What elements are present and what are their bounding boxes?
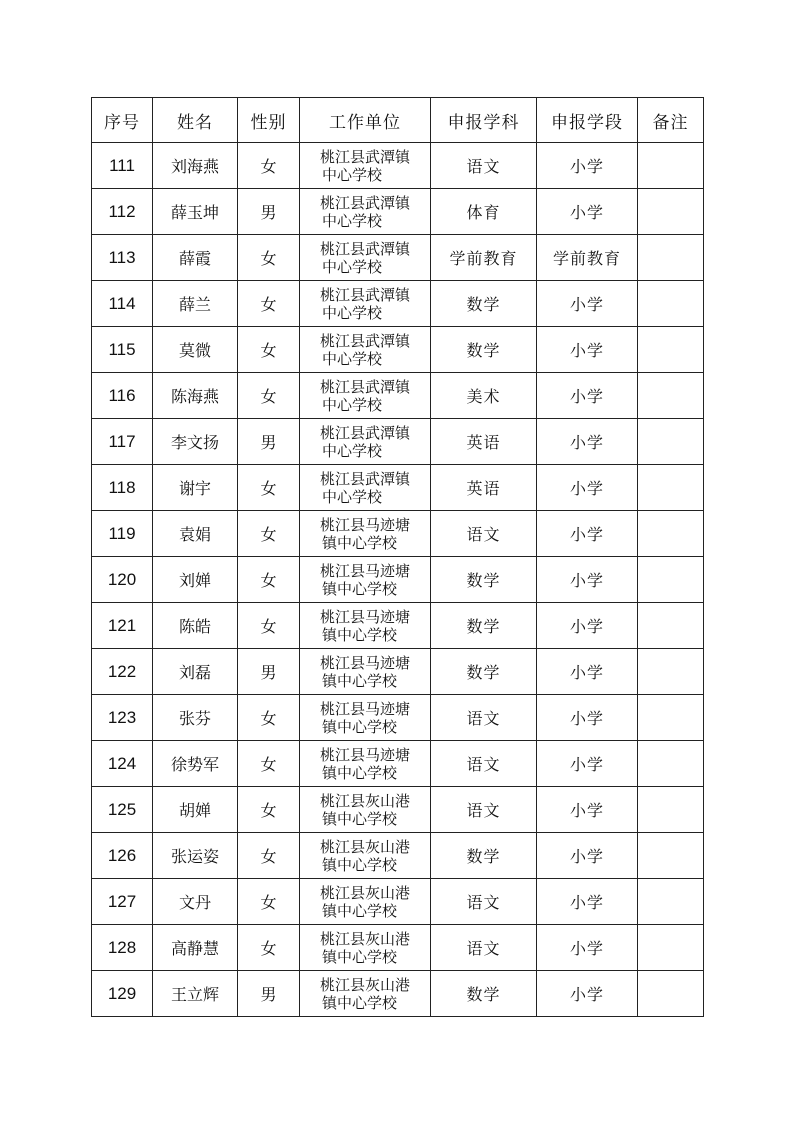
cell-note bbox=[638, 741, 704, 787]
table-row bbox=[92, 557, 704, 603]
header-subject: 申报学科 bbox=[431, 98, 537, 143]
table-row bbox=[92, 465, 704, 511]
cell-seq: 123 bbox=[92, 695, 153, 741]
cell-name: 张芬 bbox=[153, 695, 238, 741]
applicant-table bbox=[91, 97, 704, 1017]
cell-seq: 119 bbox=[92, 511, 153, 557]
cell-work-unit bbox=[300, 603, 431, 649]
cell-seq: 114 bbox=[92, 281, 153, 327]
cell-name: 张运姿 bbox=[153, 833, 238, 879]
cell-gender: 女 bbox=[238, 879, 300, 925]
work-unit-line-1: 桃江县武潭镇 bbox=[319, 285, 410, 304]
cell-note bbox=[638, 327, 704, 373]
cell-note bbox=[638, 649, 704, 695]
table-row bbox=[92, 787, 704, 833]
table-row bbox=[92, 879, 704, 925]
cell-note bbox=[638, 143, 704, 189]
table-row bbox=[92, 511, 704, 557]
cell-gender: 女 bbox=[238, 925, 300, 971]
cell-subject: 语文 bbox=[431, 741, 537, 787]
cell-note bbox=[638, 603, 704, 649]
cell-subject: 数学 bbox=[431, 557, 537, 603]
cell-subject: 语文 bbox=[431, 695, 537, 741]
cell-subject: 英语 bbox=[431, 465, 537, 511]
table-row bbox=[92, 419, 704, 465]
work-unit-line-2: 中心学校 bbox=[322, 257, 383, 276]
cell-work-unit bbox=[300, 327, 431, 373]
cell-work-unit bbox=[300, 235, 431, 281]
cell-work-unit bbox=[300, 971, 431, 1017]
cell-stage: 小学 bbox=[537, 879, 638, 925]
cell-gender: 女 bbox=[238, 465, 300, 511]
cell-work-unit bbox=[300, 511, 431, 557]
cell-subject: 语文 bbox=[431, 511, 537, 557]
cell-subject: 学前教育 bbox=[431, 235, 537, 281]
cell-stage: 小学 bbox=[537, 189, 638, 235]
cell-stage: 小学 bbox=[537, 695, 638, 741]
cell-name: 谢宇 bbox=[153, 465, 238, 511]
cell-subject: 数学 bbox=[431, 281, 537, 327]
work-unit-line-2: 镇中心学校 bbox=[322, 717, 398, 736]
cell-work-unit bbox=[300, 465, 431, 511]
work-unit-line-2: 镇中心学校 bbox=[322, 855, 398, 874]
cell-stage: 小学 bbox=[537, 649, 638, 695]
work-unit-line-2: 镇中心学校 bbox=[322, 579, 398, 598]
cell-name: 刘婵 bbox=[153, 557, 238, 603]
work-unit-line-1: 桃江县武潭镇 bbox=[319, 147, 410, 166]
work-unit-line-2: 中心学校 bbox=[322, 441, 383, 460]
cell-stage: 小学 bbox=[537, 833, 638, 879]
cell-work-unit bbox=[300, 741, 431, 787]
cell-stage: 小学 bbox=[537, 787, 638, 833]
work-unit-line-1: 桃江县灰山港 bbox=[319, 837, 410, 856]
cell-seq: 118 bbox=[92, 465, 153, 511]
cell-work-unit bbox=[300, 189, 431, 235]
work-unit-line-2: 镇中心学校 bbox=[322, 901, 398, 920]
cell-gender: 女 bbox=[238, 695, 300, 741]
cell-gender: 男 bbox=[238, 419, 300, 465]
cell-note bbox=[638, 189, 704, 235]
cell-work-unit bbox=[300, 557, 431, 603]
cell-subject: 体育 bbox=[431, 189, 537, 235]
table-row bbox=[92, 833, 704, 879]
work-unit-line-1: 桃江县马迹塘 bbox=[319, 699, 410, 718]
cell-gender: 女 bbox=[238, 143, 300, 189]
work-unit-line-1: 桃江县灰山港 bbox=[319, 929, 410, 948]
cell-seq: 113 bbox=[92, 235, 153, 281]
cell-seq: 120 bbox=[92, 557, 153, 603]
work-unit-line-1: 桃江县武潭镇 bbox=[319, 331, 410, 350]
cell-name: 陈海燕 bbox=[153, 373, 238, 419]
work-unit-line-2: 中心学校 bbox=[322, 303, 383, 322]
cell-stage: 小学 bbox=[537, 373, 638, 419]
work-unit-line-2: 镇中心学校 bbox=[322, 763, 398, 782]
cell-stage: 小学 bbox=[537, 971, 638, 1017]
cell-gender: 女 bbox=[238, 511, 300, 557]
table-row bbox=[92, 281, 704, 327]
work-unit-line-1: 桃江县武潭镇 bbox=[319, 239, 410, 258]
cell-seq: 112 bbox=[92, 189, 153, 235]
work-unit-line-1: 桃江县灰山港 bbox=[319, 791, 410, 810]
work-unit-line-1: 桃江县马迹塘 bbox=[319, 745, 410, 764]
cell-subject: 数学 bbox=[431, 971, 537, 1017]
cell-stage: 小学 bbox=[537, 465, 638, 511]
work-unit-line-1: 桃江县武潭镇 bbox=[319, 193, 410, 212]
table-row bbox=[92, 373, 704, 419]
work-unit-line-1: 桃江县武潭镇 bbox=[319, 423, 410, 442]
table-row bbox=[92, 649, 704, 695]
work-unit-line-2: 镇中心学校 bbox=[322, 625, 398, 644]
cell-subject: 数学 bbox=[431, 327, 537, 373]
cell-subject: 语文 bbox=[431, 143, 537, 189]
cell-gender: 女 bbox=[238, 557, 300, 603]
cell-name: 薛玉坤 bbox=[153, 189, 238, 235]
cell-seq: 117 bbox=[92, 419, 153, 465]
cell-note bbox=[638, 787, 704, 833]
cell-note bbox=[638, 281, 704, 327]
work-unit-line-1: 桃江县马迹塘 bbox=[319, 653, 410, 672]
cell-name: 高静慧 bbox=[153, 925, 238, 971]
cell-stage: 小学 bbox=[537, 511, 638, 557]
cell-name: 薛兰 bbox=[153, 281, 238, 327]
work-unit-line-2: 镇中心学校 bbox=[322, 947, 398, 966]
cell-stage: 小学 bbox=[537, 741, 638, 787]
work-unit-line-2: 镇中心学校 bbox=[322, 993, 398, 1012]
table-row bbox=[92, 189, 704, 235]
cell-seq: 124 bbox=[92, 741, 153, 787]
cell-subject: 语文 bbox=[431, 879, 537, 925]
cell-seq: 121 bbox=[92, 603, 153, 649]
cell-stage: 小学 bbox=[537, 925, 638, 971]
cell-note bbox=[638, 557, 704, 603]
work-unit-line-2: 中心学校 bbox=[322, 165, 383, 184]
cell-seq: 127 bbox=[92, 879, 153, 925]
cell-note bbox=[638, 235, 704, 281]
cell-gender: 女 bbox=[238, 327, 300, 373]
cell-subject: 美术 bbox=[431, 373, 537, 419]
work-unit-line-1: 桃江县灰山港 bbox=[319, 975, 410, 994]
cell-note bbox=[638, 695, 704, 741]
cell-work-unit bbox=[300, 787, 431, 833]
cell-gender: 男 bbox=[238, 649, 300, 695]
table-row bbox=[92, 741, 704, 787]
work-unit-line-2: 镇中心学校 bbox=[322, 533, 398, 552]
cell-name: 刘海燕 bbox=[153, 143, 238, 189]
cell-subject: 数学 bbox=[431, 603, 537, 649]
work-unit-line-1: 桃江县武潭镇 bbox=[319, 377, 410, 396]
header-note: 备注 bbox=[638, 98, 704, 143]
table-row bbox=[92, 235, 704, 281]
header-name: 姓名 bbox=[153, 98, 238, 143]
cell-name: 李文扬 bbox=[153, 419, 238, 465]
cell-work-unit bbox=[300, 833, 431, 879]
cell-note bbox=[638, 465, 704, 511]
table-row bbox=[92, 603, 704, 649]
cell-gender: 男 bbox=[238, 971, 300, 1017]
cell-gender: 女 bbox=[238, 603, 300, 649]
table-row bbox=[92, 143, 704, 189]
work-unit-line-2: 镇中心学校 bbox=[322, 671, 398, 690]
table-header-row bbox=[92, 98, 704, 143]
cell-name: 胡婵 bbox=[153, 787, 238, 833]
cell-stage: 小学 bbox=[537, 281, 638, 327]
cell-name: 王立辉 bbox=[153, 971, 238, 1017]
cell-work-unit bbox=[300, 373, 431, 419]
header-stage: 申报学段 bbox=[537, 98, 638, 143]
cell-note bbox=[638, 373, 704, 419]
cell-note bbox=[638, 879, 704, 925]
cell-work-unit bbox=[300, 143, 431, 189]
cell-name: 莫微 bbox=[153, 327, 238, 373]
cell-seq: 122 bbox=[92, 649, 153, 695]
cell-name: 薛霞 bbox=[153, 235, 238, 281]
cell-seq: 126 bbox=[92, 833, 153, 879]
header-seq: 序号 bbox=[92, 98, 153, 143]
work-unit-line-1: 桃江县武潭镇 bbox=[319, 469, 410, 488]
cell-stage: 小学 bbox=[537, 419, 638, 465]
cell-subject: 语文 bbox=[431, 787, 537, 833]
cell-gender: 女 bbox=[238, 235, 300, 281]
cell-name: 刘磊 bbox=[153, 649, 238, 695]
cell-gender: 女 bbox=[238, 281, 300, 327]
header-work-unit: 工作单位 bbox=[300, 98, 431, 143]
cell-gender: 男 bbox=[238, 189, 300, 235]
cell-note bbox=[638, 419, 704, 465]
table-body bbox=[92, 143, 704, 1017]
cell-stage: 小学 bbox=[537, 143, 638, 189]
cell-note bbox=[638, 511, 704, 557]
cell-note bbox=[638, 833, 704, 879]
cell-subject: 数学 bbox=[431, 833, 537, 879]
cell-name: 徐势军 bbox=[153, 741, 238, 787]
work-unit-line-1: 桃江县马迹塘 bbox=[319, 561, 410, 580]
work-unit-line-2: 镇中心学校 bbox=[322, 809, 398, 828]
cell-note bbox=[638, 971, 704, 1017]
table-row bbox=[92, 971, 704, 1017]
cell-work-unit bbox=[300, 281, 431, 327]
work-unit-line-1: 桃江县马迹塘 bbox=[319, 607, 410, 626]
table-row bbox=[92, 925, 704, 971]
cell-seq: 125 bbox=[92, 787, 153, 833]
cell-gender: 女 bbox=[238, 741, 300, 787]
work-unit-line-2: 中心学校 bbox=[322, 211, 383, 230]
cell-gender: 女 bbox=[238, 373, 300, 419]
cell-stage: 学前教育 bbox=[537, 235, 638, 281]
cell-seq: 111 bbox=[92, 143, 153, 189]
work-unit-line-2: 中心学校 bbox=[322, 349, 383, 368]
cell-stage: 小学 bbox=[537, 603, 638, 649]
cell-stage: 小学 bbox=[537, 557, 638, 603]
cell-work-unit bbox=[300, 879, 431, 925]
cell-work-unit bbox=[300, 419, 431, 465]
work-unit-line-1: 桃江县马迹塘 bbox=[319, 515, 410, 534]
cell-stage: 小学 bbox=[537, 327, 638, 373]
cell-name: 袁娟 bbox=[153, 511, 238, 557]
work-unit-line-2: 中心学校 bbox=[322, 487, 383, 506]
cell-gender: 女 bbox=[238, 833, 300, 879]
cell-name: 文丹 bbox=[153, 879, 238, 925]
cell-name: 陈皓 bbox=[153, 603, 238, 649]
cell-seq: 129 bbox=[92, 971, 153, 1017]
cell-work-unit bbox=[300, 925, 431, 971]
work-unit-line-2: 中心学校 bbox=[322, 395, 383, 414]
cell-work-unit bbox=[300, 649, 431, 695]
table-row bbox=[92, 327, 704, 373]
cell-seq: 115 bbox=[92, 327, 153, 373]
cell-seq: 116 bbox=[92, 373, 153, 419]
cell-work-unit bbox=[300, 695, 431, 741]
cell-gender: 女 bbox=[238, 787, 300, 833]
cell-note bbox=[638, 925, 704, 971]
table-row bbox=[92, 695, 704, 741]
header-gender: 性别 bbox=[238, 98, 300, 143]
cell-seq: 128 bbox=[92, 925, 153, 971]
cell-subject: 数学 bbox=[431, 649, 537, 695]
work-unit-line-1: 桃江县灰山港 bbox=[319, 883, 410, 902]
cell-subject: 语文 bbox=[431, 925, 537, 971]
cell-subject: 英语 bbox=[431, 419, 537, 465]
